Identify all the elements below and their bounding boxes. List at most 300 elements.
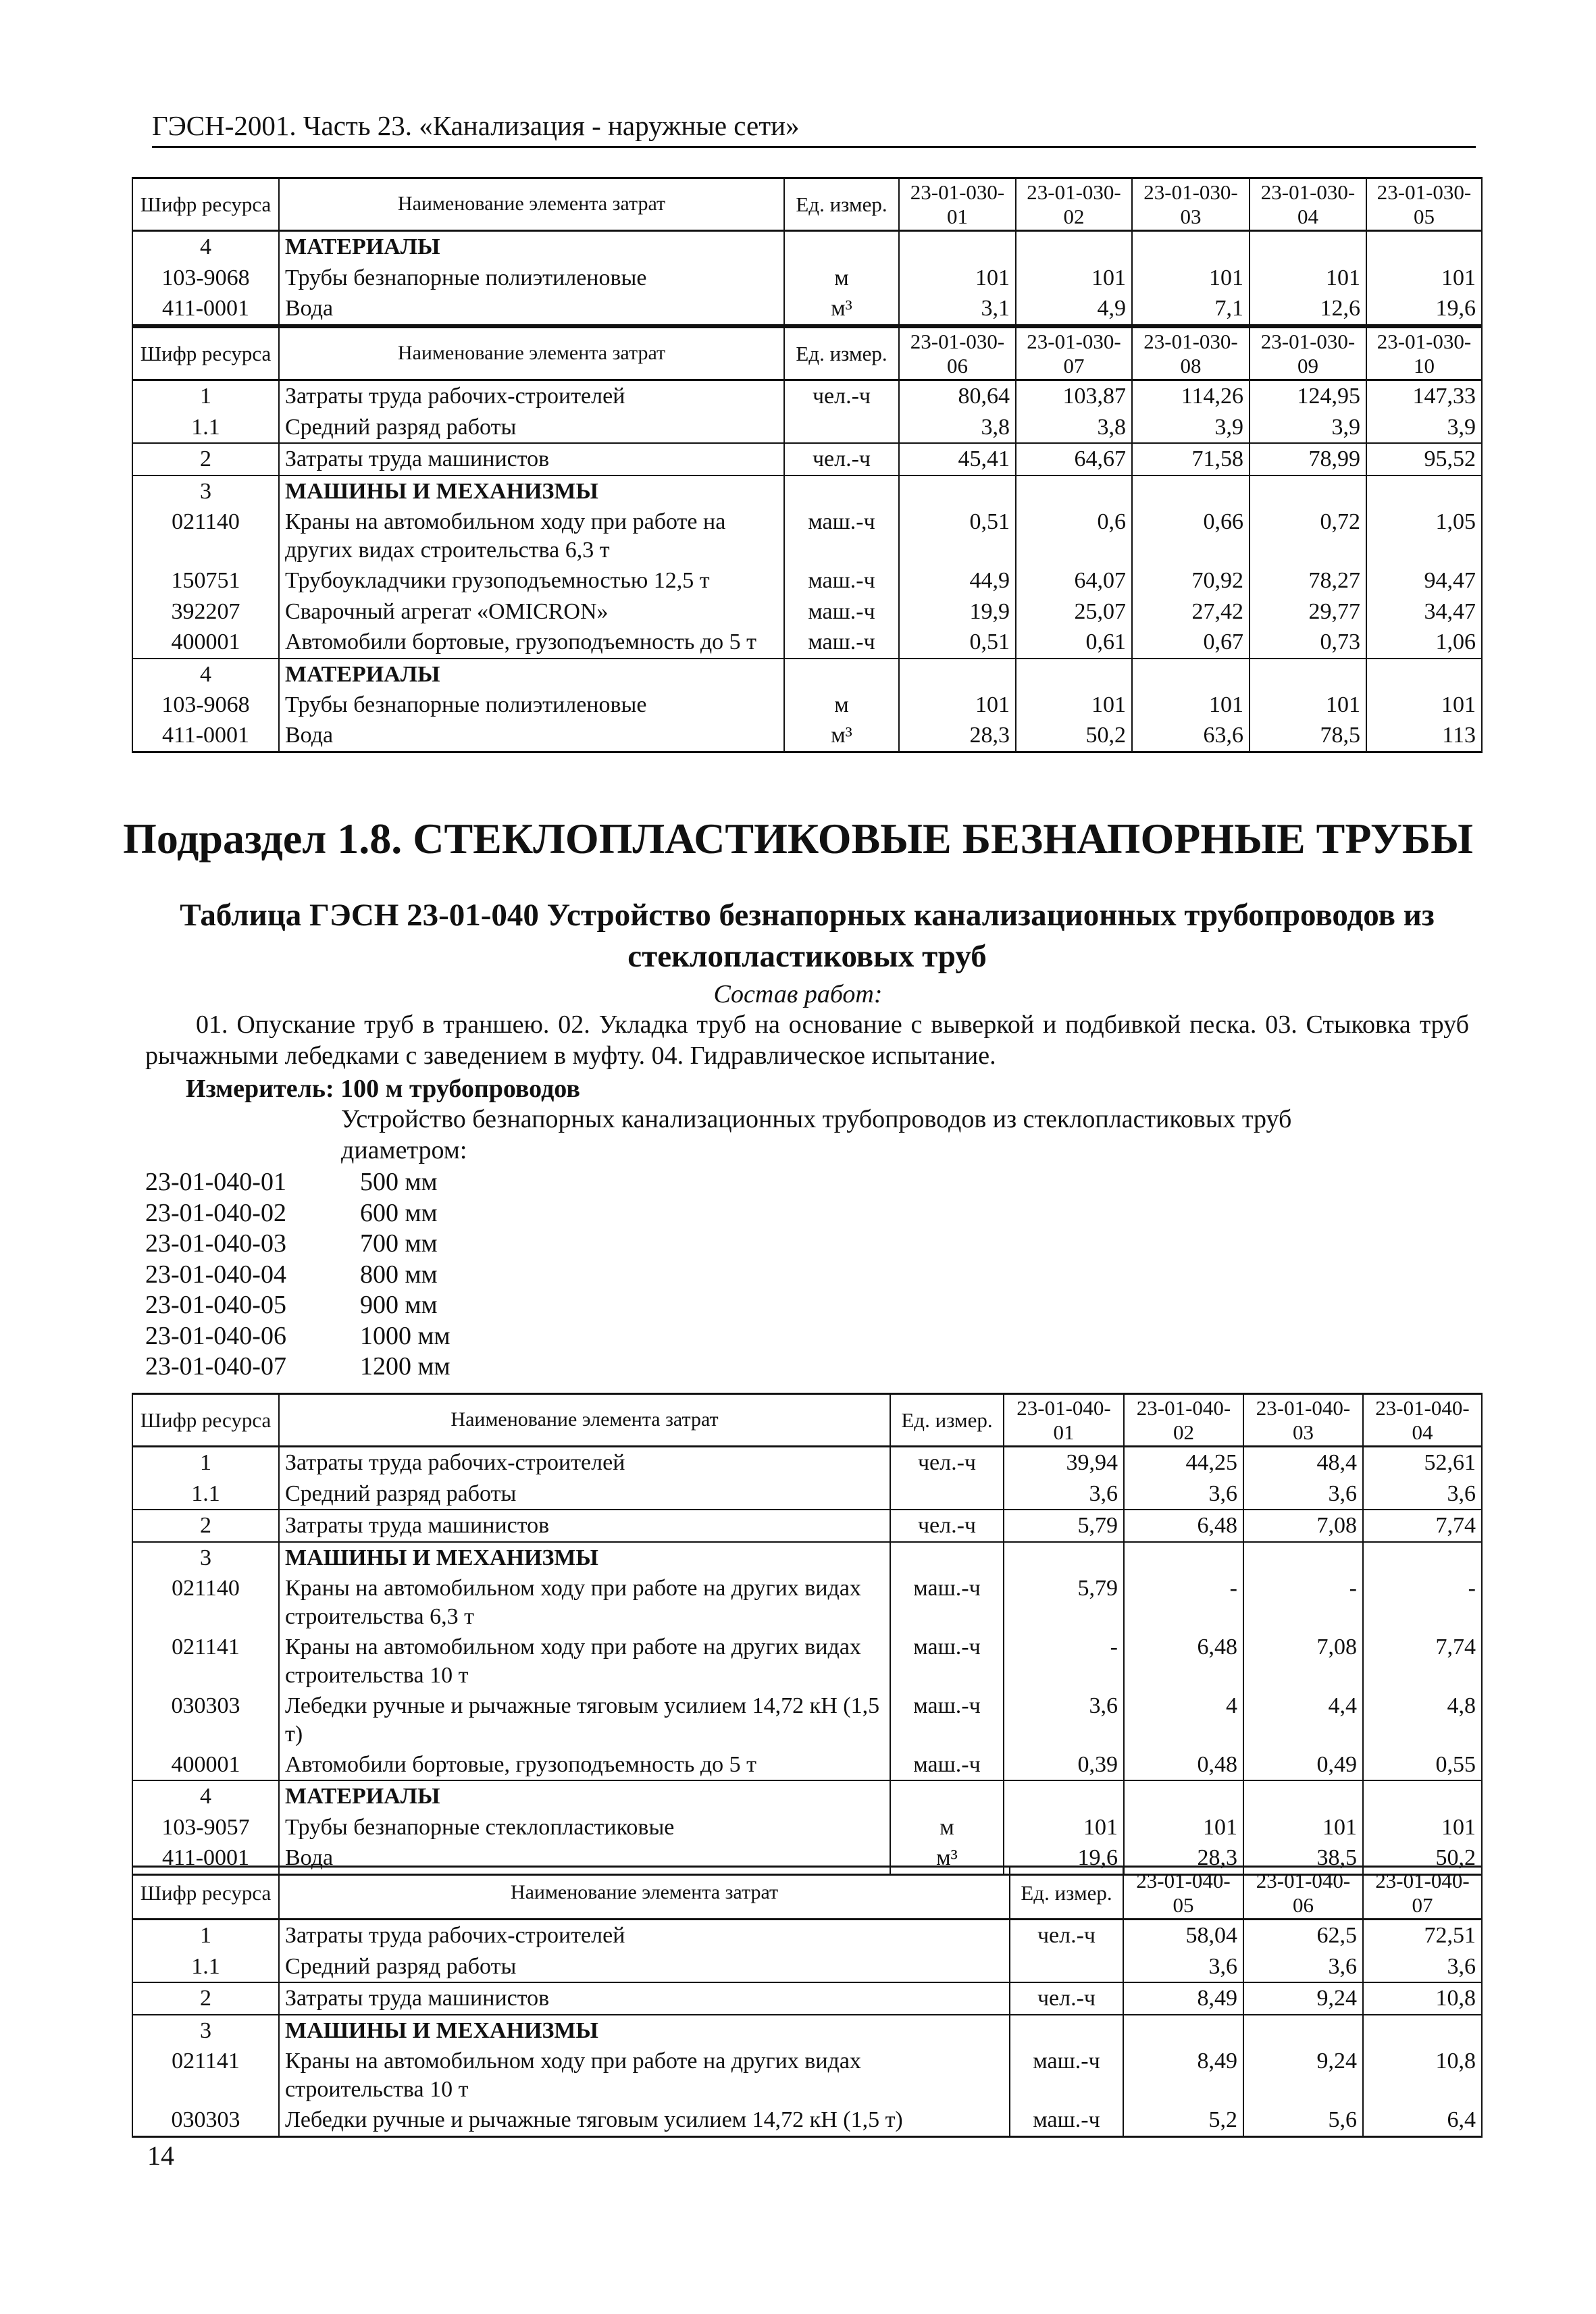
table-header-row bbox=[132, 178, 1482, 231]
variant-diameter: 800 мм bbox=[360, 1260, 438, 1289]
value-cell: 7,08 bbox=[1243, 1632, 1363, 1691]
value-cell: - bbox=[1363, 1573, 1482, 1632]
cost-element-name: Средний разряд работы bbox=[279, 1951, 1010, 1982]
unit: чел.-ч bbox=[1010, 1982, 1123, 2014]
resource-code: 1 bbox=[132, 1447, 279, 1479]
value-cell bbox=[1250, 659, 1366, 690]
value-cell: 7,08 bbox=[1243, 1510, 1363, 1541]
group-title: МАШИНЫ И МЕХАНИЗМЫ bbox=[279, 475, 784, 507]
unit: маш.-ч bbox=[1010, 2105, 1123, 2136]
unit bbox=[890, 1780, 1004, 1811]
group-title: МАШИНЫ И МЕХАНИЗМЫ bbox=[279, 2015, 1010, 2046]
value-cell: 101 bbox=[1016, 263, 1132, 293]
value-cell: 101 bbox=[1366, 690, 1482, 720]
unit: м³ bbox=[784, 720, 899, 752]
column-header: Шифр ресурса bbox=[132, 328, 279, 380]
column-header: 23-01-040-05 bbox=[1123, 1867, 1243, 1920]
cost-element-name: Трубы безнапорные полиэтиленовые bbox=[279, 690, 784, 720]
value-cell: 27,42 bbox=[1132, 596, 1250, 627]
value-cell: 0,55 bbox=[1363, 1749, 1482, 1780]
value-cell: 7,74 bbox=[1363, 1632, 1482, 1691]
resource-code: 1.1 bbox=[132, 412, 279, 443]
value-cell bbox=[1016, 231, 1132, 263]
resource-code: 392207 bbox=[132, 596, 279, 627]
resource-code: 150751 bbox=[132, 565, 279, 596]
column-header: Наименование элемента затрат bbox=[279, 1394, 890, 1447]
value-cell: 3,9 bbox=[1250, 412, 1366, 443]
variant-diameter: 500 мм bbox=[360, 1168, 438, 1196]
column-header: 23-01-030-09 bbox=[1250, 328, 1366, 380]
unit: маш.-ч bbox=[1010, 2046, 1123, 2105]
column-header: Наименование элемента затрат bbox=[279, 178, 784, 231]
table-row bbox=[132, 475, 1482, 507]
variant-item bbox=[145, 1352, 451, 1383]
value-cell bbox=[1124, 1542, 1243, 1573]
value-cell: - bbox=[1124, 1573, 1243, 1632]
value-cell bbox=[1243, 1542, 1363, 1573]
unit bbox=[1010, 2015, 1123, 2046]
table-row bbox=[132, 627, 1482, 658]
value-cell: 58,04 bbox=[1123, 1920, 1243, 1951]
resource-code: 1.1 bbox=[132, 1479, 279, 1510]
value-cell: 6,48 bbox=[1124, 1632, 1243, 1691]
value-cell bbox=[1123, 2015, 1243, 2046]
table-header-row bbox=[132, 1394, 1482, 1447]
value-cell: 78,27 bbox=[1250, 565, 1366, 596]
table-body bbox=[132, 178, 1482, 326]
value-cell bbox=[1366, 231, 1482, 263]
value-cell: 0,66 bbox=[1132, 507, 1250, 565]
table-row bbox=[132, 2015, 1482, 2046]
cost-element-name: Трубы безнапорные стеклопластиковые bbox=[279, 1812, 890, 1843]
resource-code: 1.1 bbox=[132, 1951, 279, 1982]
value-cell: 3,6 bbox=[1004, 1479, 1124, 1510]
value-cell: 10,8 bbox=[1363, 1982, 1482, 2014]
value-cell: 6,4 bbox=[1363, 2105, 1482, 2136]
value-cell: 25,07 bbox=[1016, 596, 1132, 627]
unit bbox=[784, 412, 899, 443]
table-row bbox=[132, 1982, 1482, 2014]
value-cell: 101 bbox=[1243, 1812, 1363, 1843]
table-body bbox=[132, 328, 1482, 752]
value-cell: 12,6 bbox=[1250, 293, 1366, 325]
table-row bbox=[132, 1749, 1482, 1780]
value-cell: 38,5 bbox=[1243, 1843, 1363, 1874]
cost-element-name: Автомобили бортовые, грузоподъемность до 5 т bbox=[279, 627, 784, 658]
table-header-row bbox=[132, 328, 1482, 380]
value-cell bbox=[899, 475, 1016, 507]
cost-element-name: Краны на автомобильном ходу при работе на других видах строительства 6,3 т bbox=[279, 1573, 890, 1632]
variant-diameter: 1000 мм bbox=[360, 1321, 451, 1350]
table-row bbox=[132, 596, 1482, 627]
column-header: Шифр ресурса bbox=[132, 178, 279, 231]
cost-element-name: Средний разряд работы bbox=[279, 1479, 890, 1510]
value-cell: 48,4 bbox=[1243, 1447, 1363, 1479]
table-row bbox=[132, 659, 1482, 690]
value-cell: 50,2 bbox=[1016, 720, 1132, 752]
table-row bbox=[132, 2046, 1482, 2105]
value-cell: 9,24 bbox=[1243, 2046, 1363, 2105]
value-cell: 5,6 bbox=[1243, 2105, 1363, 2136]
value-cell: 7,74 bbox=[1363, 1510, 1482, 1541]
resource-code: 103-9068 bbox=[132, 690, 279, 720]
unit: маш.-ч bbox=[890, 1632, 1004, 1691]
value-cell: 64,67 bbox=[1016, 443, 1132, 475]
value-cell: 64,07 bbox=[1016, 565, 1132, 596]
column-header: Наименование элемента затрат bbox=[279, 1867, 1010, 1920]
table-header-row bbox=[132, 1867, 1482, 1920]
cost-element-name: Затраты труда машинистов bbox=[279, 1982, 1010, 2014]
running-header: ГЭСН-2001. Часть 23. «Канализация - наружные сети» bbox=[152, 109, 1476, 148]
value-cell bbox=[1004, 1780, 1124, 1811]
table-row bbox=[132, 507, 1482, 565]
variant-code: 23-01-040-03 bbox=[145, 1229, 286, 1258]
value-cell: 101 bbox=[899, 263, 1016, 293]
value-cell: 0,48 bbox=[1124, 1749, 1243, 1780]
value-cell: - bbox=[1243, 1573, 1363, 1632]
resource-code: 021140 bbox=[132, 507, 279, 565]
value-cell: 0,51 bbox=[899, 627, 1016, 658]
value-cell: 3,6 bbox=[1243, 1479, 1363, 1510]
unit bbox=[784, 659, 899, 690]
table-row bbox=[132, 1780, 1482, 1811]
cost-element-name: Краны на автомобильном ходу при работе на других видах строительства 10 т bbox=[279, 2046, 1010, 2105]
unit: маш.-ч bbox=[784, 507, 899, 565]
value-cell: 0,51 bbox=[899, 507, 1016, 565]
value-cell: 3,9 bbox=[1132, 412, 1250, 443]
value-cell: 3,8 bbox=[1016, 412, 1132, 443]
cost-element-name: Средний разряд работы bbox=[279, 412, 784, 443]
table-row bbox=[132, 1632, 1482, 1691]
value-cell: 0,49 bbox=[1243, 1749, 1363, 1780]
resource-code: 3 bbox=[132, 2015, 279, 2046]
variant-item bbox=[145, 1260, 451, 1291]
table-row bbox=[132, 1479, 1482, 1510]
column-header: 23-01-030-06 bbox=[899, 328, 1016, 380]
column-header: 23-01-040-03 bbox=[1243, 1394, 1363, 1447]
variant-diameter: 1200 мм bbox=[360, 1352, 451, 1381]
value-cell: 94,47 bbox=[1366, 565, 1482, 596]
value-cell: 147,33 bbox=[1366, 380, 1482, 412]
value-cell: 3,1 bbox=[899, 293, 1016, 325]
cost-element-name: Вода bbox=[279, 293, 784, 325]
table-row bbox=[132, 1573, 1482, 1632]
value-cell: 78,99 bbox=[1250, 443, 1366, 475]
value-cell: 101 bbox=[1132, 263, 1250, 293]
group-title: МАТЕРИАЛЫ bbox=[279, 659, 784, 690]
table-row bbox=[132, 412, 1482, 443]
cost-element-name: Краны на автомобильном ходу при работе на других видах строительства 6,3 т bbox=[279, 507, 784, 565]
unit: м bbox=[784, 690, 899, 720]
column-header: Ед. измер. bbox=[890, 1394, 1004, 1447]
cost-element-name: Трубы безнапорные полиэтиленовые bbox=[279, 263, 784, 293]
table-row bbox=[132, 231, 1482, 263]
meter-unit: Измеритель: 100 м трубопроводов bbox=[186, 1075, 580, 1103]
column-header: Шифр ресурса bbox=[132, 1394, 279, 1447]
resource-code: 411-0001 bbox=[132, 1843, 279, 1874]
value-cell: 50,2 bbox=[1363, 1843, 1482, 1874]
column-header: 23-01-040-04 bbox=[1363, 1394, 1482, 1447]
cost-element-name: Краны на автомобильном ходу при работе на других видах строительства 10 т bbox=[279, 1632, 890, 1691]
value-cell: 8,49 bbox=[1123, 2046, 1243, 2105]
value-cell: 101 bbox=[1366, 263, 1482, 293]
value-cell: 28,3 bbox=[899, 720, 1016, 752]
value-cell: 3,8 bbox=[899, 412, 1016, 443]
value-cell bbox=[1243, 1780, 1363, 1811]
resource-code: 021140 bbox=[132, 1573, 279, 1632]
value-cell bbox=[899, 659, 1016, 690]
value-cell: - bbox=[1004, 1632, 1124, 1691]
value-cell: 10,8 bbox=[1363, 2046, 1482, 2105]
value-cell bbox=[1366, 475, 1482, 507]
value-cell: 101 bbox=[899, 690, 1016, 720]
value-cell: 6,48 bbox=[1124, 1510, 1243, 1541]
unit bbox=[784, 231, 899, 263]
resource-code: 2 bbox=[132, 443, 279, 475]
cost-element-name: Автомобили бортовые, грузоподъемность до 5 т bbox=[279, 1749, 890, 1780]
unit: чел.-ч bbox=[890, 1447, 1004, 1479]
value-cell bbox=[1124, 1780, 1243, 1811]
unit: м bbox=[890, 1812, 1004, 1843]
variant-item bbox=[145, 1198, 451, 1229]
resource-code: 4 bbox=[132, 659, 279, 690]
value-cell bbox=[1363, 1780, 1482, 1811]
variant-list bbox=[145, 1167, 451, 1383]
cost-element-name: Лебедки ручные и рычажные тяговым усилием 14,72 кН (1,5 т) bbox=[279, 2105, 1010, 2136]
column-header: 23-01-040-06 bbox=[1243, 1867, 1363, 1920]
table-row bbox=[132, 565, 1482, 596]
variant-item bbox=[145, 1290, 451, 1321]
resource-code: 3 bbox=[132, 1542, 279, 1573]
resource-code: 103-9057 bbox=[132, 1812, 279, 1843]
cost-element-name: Затраты труда машинистов bbox=[279, 1510, 890, 1541]
value-cell: 44,9 bbox=[899, 565, 1016, 596]
table-title: Таблица ГЭСН 23-01-040 Устройство безнапорных канализационных трубопроводов из стеклопластиковых труб bbox=[180, 898, 1435, 975]
resource-code: 3 bbox=[132, 475, 279, 507]
variant-diameter: 700 мм bbox=[360, 1229, 438, 1258]
value-cell: 62,5 bbox=[1243, 1920, 1363, 1951]
column-header: 23-01-030-02 bbox=[1016, 178, 1132, 231]
resource-table-030-01-05 bbox=[132, 177, 1483, 326]
unit bbox=[890, 1542, 1004, 1573]
table-row bbox=[132, 720, 1482, 752]
value-cell bbox=[1366, 659, 1482, 690]
unit: м³ bbox=[890, 1843, 1004, 1874]
value-cell bbox=[1004, 1542, 1124, 1573]
column-header: 23-01-030-01 bbox=[899, 178, 1016, 231]
unit: чел.-ч bbox=[890, 1510, 1004, 1541]
value-cell: 0,67 bbox=[1132, 627, 1250, 658]
value-cell: 3,6 bbox=[1124, 1479, 1243, 1510]
cost-element-name: Затраты труда рабочих-строителей bbox=[279, 1447, 890, 1479]
column-header: 23-01-040-02 bbox=[1124, 1394, 1243, 1447]
value-cell: 101 bbox=[1250, 690, 1366, 720]
table-row bbox=[132, 1951, 1482, 1982]
resource-code: 1 bbox=[132, 1920, 279, 1951]
resource-code: 103-9068 bbox=[132, 263, 279, 293]
resource-code: 021141 bbox=[132, 1632, 279, 1691]
variant-code: 23-01-040-07 bbox=[145, 1352, 286, 1381]
value-cell: 29,77 bbox=[1250, 596, 1366, 627]
unit bbox=[1010, 1951, 1123, 1982]
resource-code: 2 bbox=[132, 1510, 279, 1541]
table-row bbox=[132, 443, 1482, 475]
value-cell: 72,51 bbox=[1363, 1920, 1482, 1951]
value-cell: 19,9 bbox=[899, 596, 1016, 627]
column-header: 23-01-030-10 bbox=[1366, 328, 1482, 380]
resource-code: 030303 bbox=[132, 2105, 279, 2136]
table-row bbox=[132, 263, 1482, 293]
resource-table-030-06-10 bbox=[132, 326, 1483, 753]
value-cell: 0,6 bbox=[1016, 507, 1132, 565]
resource-code: 030303 bbox=[132, 1691, 279, 1749]
unit: маш.-ч bbox=[890, 1691, 1004, 1749]
unit: маш.-ч bbox=[890, 1749, 1004, 1780]
value-cell: 9,24 bbox=[1243, 1982, 1363, 2014]
value-cell bbox=[1363, 1542, 1482, 1573]
table-row bbox=[132, 1920, 1482, 1951]
value-cell: 101 bbox=[1124, 1812, 1243, 1843]
column-header: Ед. измер. bbox=[784, 328, 899, 380]
composition-label: Состав работ: bbox=[713, 980, 883, 1008]
resource-code: 2 bbox=[132, 1982, 279, 2014]
value-cell: 113 bbox=[1366, 720, 1482, 752]
value-cell: 3,9 bbox=[1366, 412, 1482, 443]
value-cell: 80,64 bbox=[899, 380, 1016, 412]
value-cell: 0,61 bbox=[1016, 627, 1132, 658]
table-row bbox=[132, 293, 1482, 325]
value-cell: 3,6 bbox=[1004, 1691, 1124, 1749]
resource-table-040-01-04 bbox=[132, 1393, 1483, 1876]
value-cell: 5,2 bbox=[1123, 2105, 1243, 2136]
unit: маш.-ч bbox=[890, 1573, 1004, 1632]
resource-code: 1 bbox=[132, 380, 279, 412]
column-header: 23-01-030-08 bbox=[1132, 328, 1250, 380]
value-cell: 34,47 bbox=[1366, 596, 1482, 627]
group-title: МАТЕРИАЛЫ bbox=[279, 1780, 890, 1811]
resource-code: 400001 bbox=[132, 627, 279, 658]
value-cell: 44,25 bbox=[1124, 1447, 1243, 1479]
subsection-title: Подраздел 1.8. СТЕКЛОПЛАСТИКОВЫЕ БЕЗНАПОРНЫЕ ТРУБЫ bbox=[123, 815, 1473, 863]
resource-code: 400001 bbox=[132, 1749, 279, 1780]
unit bbox=[784, 475, 899, 507]
cost-element-name: Затраты труда машинистов bbox=[279, 443, 784, 475]
unit bbox=[890, 1479, 1004, 1510]
value-cell: 95,52 bbox=[1366, 443, 1482, 475]
value-cell: 19,6 bbox=[1366, 293, 1482, 325]
value-cell: 3,6 bbox=[1363, 1479, 1482, 1510]
value-cell: 103,87 bbox=[1016, 380, 1132, 412]
unit: чел.-ч bbox=[784, 380, 899, 412]
resource-code: 411-0001 bbox=[132, 720, 279, 752]
value-cell: 3,6 bbox=[1243, 1951, 1363, 1982]
variant-item bbox=[145, 1229, 451, 1260]
value-cell: 4 bbox=[1124, 1691, 1243, 1749]
column-header: 23-01-040-01 bbox=[1004, 1394, 1124, 1447]
column-header: Ед. измер. bbox=[784, 178, 899, 231]
composition-text: 01. Опускание труб в траншею. 02. Укладка труб на основание с выверкой и подбивкой песка. 03. Стыковка труб рычажными лебедками с заведением в муфту. 04. Гидравлическое испытание. bbox=[145, 1010, 1469, 1070]
table-body bbox=[132, 1394, 1482, 1875]
value-cell bbox=[1132, 231, 1250, 263]
variant-code: 23-01-040-06 bbox=[145, 1321, 286, 1350]
unit: м bbox=[784, 263, 899, 293]
column-header: 23-01-040-07 bbox=[1363, 1867, 1482, 1920]
column-header: 23-01-030-05 bbox=[1366, 178, 1482, 231]
variant-item bbox=[145, 1321, 451, 1352]
value-cell: 101 bbox=[1363, 1812, 1482, 1843]
value-cell: 101 bbox=[1250, 263, 1366, 293]
value-cell: 0,73 bbox=[1250, 627, 1366, 658]
cost-element-name: Вода bbox=[279, 1843, 890, 1874]
column-header: Шифр ресурса bbox=[132, 1867, 279, 1920]
value-cell bbox=[1016, 659, 1132, 690]
unit: маш.-ч bbox=[784, 565, 899, 596]
value-cell: 5,79 bbox=[1004, 1573, 1124, 1632]
cost-element-name: Лебедки ручные и рычажные тяговым усилием 14,72 кН (1,5 т) bbox=[279, 1691, 890, 1749]
table-body bbox=[132, 1867, 1482, 2137]
group-title: МАТЕРИАЛЫ bbox=[279, 231, 784, 263]
variant-code: 23-01-040-02 bbox=[145, 1198, 286, 1227]
value-cell: 8,49 bbox=[1123, 1982, 1243, 2014]
column-header: 23-01-030-07 bbox=[1016, 328, 1132, 380]
value-cell: 101 bbox=[1132, 690, 1250, 720]
table-row bbox=[132, 380, 1482, 412]
unit: чел.-ч bbox=[1010, 1920, 1123, 1951]
table-row bbox=[132, 1447, 1482, 1479]
variant-code: 23-01-040-05 bbox=[145, 1291, 286, 1319]
column-header: 23-01-030-03 bbox=[1132, 178, 1250, 231]
variant-diameter: 600 мм bbox=[360, 1198, 438, 1227]
value-cell: 45,41 bbox=[899, 443, 1016, 475]
value-cell bbox=[1132, 475, 1250, 507]
value-cell: 4,8 bbox=[1363, 1691, 1482, 1749]
value-cell: 70,92 bbox=[1132, 565, 1250, 596]
value-cell: 0,72 bbox=[1250, 507, 1366, 565]
value-cell: 1,06 bbox=[1366, 627, 1482, 658]
value-cell bbox=[1363, 2015, 1482, 2046]
value-cell bbox=[1243, 2015, 1363, 2046]
unit: маш.-ч bbox=[784, 596, 899, 627]
value-cell: 52,61 bbox=[1363, 1447, 1482, 1479]
column-header: Ед. измер. bbox=[1010, 1867, 1123, 1920]
column-header: Наименование элемента затрат bbox=[279, 328, 784, 380]
value-cell: 78,5 bbox=[1250, 720, 1366, 752]
value-cell: 5,79 bbox=[1004, 1510, 1124, 1541]
value-cell: 3,6 bbox=[1123, 1951, 1243, 1982]
value-cell: 114,26 bbox=[1132, 380, 1250, 412]
column-header: 23-01-030-04 bbox=[1250, 178, 1366, 231]
value-cell: 63,6 bbox=[1132, 720, 1250, 752]
table-description: Устройство безнапорных канализационных трубопроводов из стеклопластиковых труб диаметром: bbox=[341, 1105, 1292, 1164]
table-row bbox=[132, 1812, 1482, 1843]
value-cell: 7,1 bbox=[1132, 293, 1250, 325]
cost-element-name: Затраты труда рабочих-строителей bbox=[279, 1920, 1010, 1951]
table-row bbox=[132, 2105, 1482, 2136]
value-cell: 3,6 bbox=[1363, 1951, 1482, 1982]
value-cell: 101 bbox=[1016, 690, 1132, 720]
value-cell: 101 bbox=[1004, 1812, 1124, 1843]
value-cell: 4,4 bbox=[1243, 1691, 1363, 1749]
resource-table-040-05-07 bbox=[132, 1866, 1483, 2138]
resource-code: 411-0001 bbox=[132, 293, 279, 325]
resource-code: 021141 bbox=[132, 2046, 279, 2105]
value-cell bbox=[1250, 475, 1366, 507]
page-number: 14 bbox=[147, 2140, 174, 2171]
variant-code: 23-01-040-04 bbox=[145, 1260, 286, 1289]
table-row bbox=[132, 690, 1482, 720]
resource-code: 4 bbox=[132, 1780, 279, 1811]
value-cell bbox=[1132, 659, 1250, 690]
